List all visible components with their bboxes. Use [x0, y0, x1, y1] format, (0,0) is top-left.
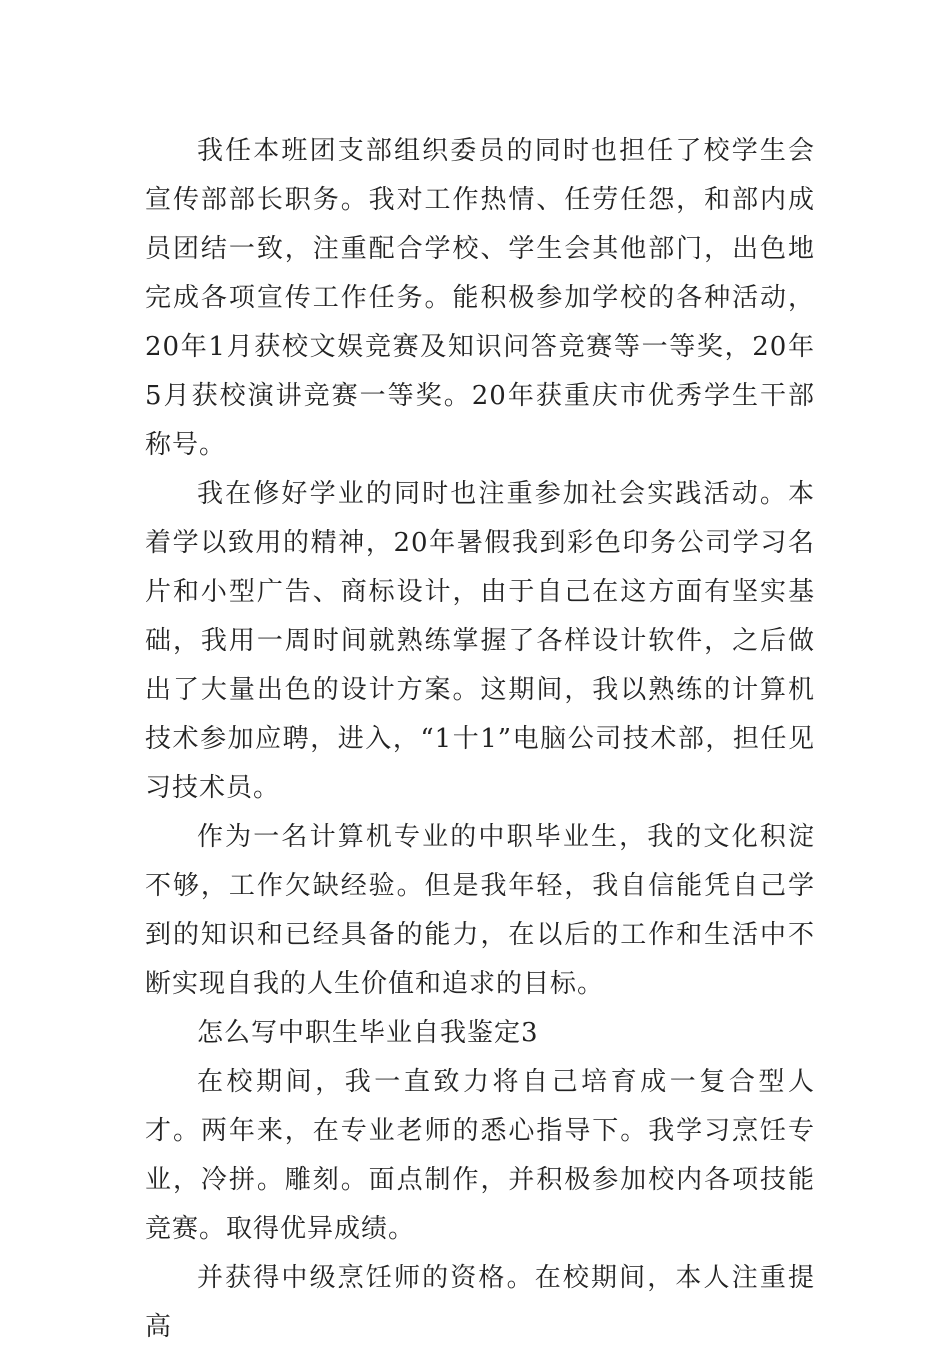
paragraph-chef-qualification: 并获得中级烹饪师的资格。在校期间，本人注重提高 — [145, 1263, 815, 1342]
paragraph-student-union: 我任本班团支部组织委员的同时也担任了校学生会宣传部部长职务。我对工作热情、任劳任怨，和部内成员团结一致，注重配合学校、学生会其他部门，出色地完成各项宣传工作任务。能积极参加学校的各种活动，20年1月获校文娱竞赛及知识问答竞赛等一等奖，20年5月获校演讲竞赛一等奖。20年获重庆市优秀学生干部称号。 — [145, 136, 815, 460]
section-heading: 怎么写中职生毕业自我鉴定3 — [197, 1018, 539, 1048]
document-body — [145, 127, 815, 1352]
paragraph-self-assessment: 作为一名计算机专业的中职毕业生，我的文化积淀不够，工作欠缺经验。但是我年轻，我自信能凭自己学到的知识和已经具备的能力，在以后的工作和生活中不断实现自我的人生价值和追求的目标。 — [145, 822, 815, 999]
paragraph-social-practice: 我在修好学业的同时也注重参加社会实践活动。本着学以致用的精神，20年暑假我到彩色印务公司学习名片和小型广告、商标设计，由于自己在这方面有坚实基础，我用一周时间就熟练掌握了各样设计软件，之后做出了大量出色的设计方案。这期间，我以熟练的计算机技术参加应聘，进入，“1十1”电脑公司技术部，担任见习技术员。 — [145, 479, 815, 803]
paragraph-cooking-major: 在校期间，我一直致力将自己培育成一复合型人才。两年来，在专业老师的悉心指导下。我学习烹饪专业，冷拼。雕刻。面点制作，并积极参加校内各项技能竞赛。取得优异成绩。 — [145, 1067, 815, 1244]
